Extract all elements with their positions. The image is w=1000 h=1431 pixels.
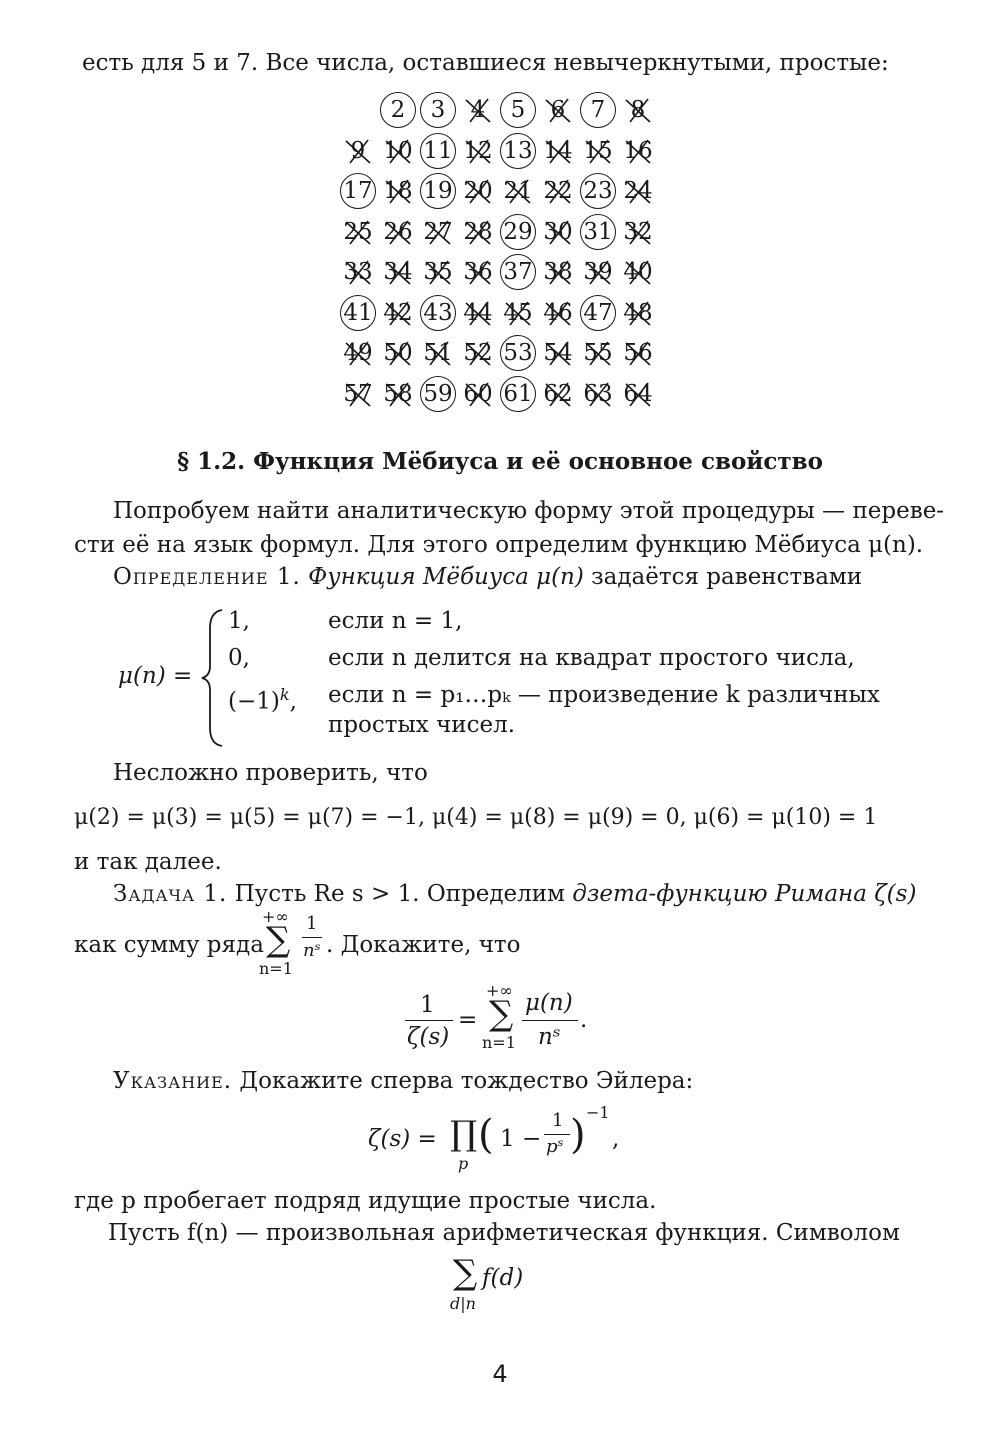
sieve-number-3: 3 — [418, 90, 458, 130]
sieve-number-34: 34 — [378, 252, 418, 292]
problem-label: Задача 1. — [113, 881, 228, 907]
sieve-number-9: 9 — [338, 131, 378, 171]
case-3-base: (−1) — [228, 688, 280, 715]
strike-mark — [458, 171, 498, 211]
strike-mark — [338, 252, 378, 292]
strike-mark — [458, 90, 498, 130]
paragraph-line-1: Попробуем найти аналитическую форму этой процедуры — переве- — [113, 498, 945, 524]
problem-line-1 — [113, 879, 916, 909]
strike-mark — [338, 212, 378, 252]
strike-mark — [538, 333, 578, 373]
eq-lhs-num: 1 — [420, 992, 435, 1018]
sieve-number-53: 53 — [498, 333, 538, 373]
definition-text: задаётся равенствами — [591, 564, 863, 590]
sieve-number-42: 42 — [378, 293, 418, 333]
euler-frac-den: pˢ — [546, 1136, 564, 1157]
sieve-number-40: 40 — [618, 252, 658, 292]
case-2-value: 0, — [228, 645, 250, 671]
sieve-number-15: 15 — [578, 131, 618, 171]
sieve-number-46: 46 — [538, 293, 578, 333]
sieve-number-64: 64 — [618, 374, 658, 414]
sieve-number-36: 36 — [458, 252, 498, 292]
sieve-number-37: 37 — [498, 252, 538, 292]
case-3-comma: , — [289, 688, 297, 715]
strike-mark — [378, 131, 418, 171]
strike-mark — [578, 131, 618, 171]
divisor-sum-sigma: ∑ — [453, 1253, 478, 1293]
series-bottom-limit: n=1 — [259, 959, 293, 978]
divisor-sum-index: d|n — [450, 1294, 476, 1313]
eq-dot: . — [580, 1007, 588, 1033]
definition-heading — [113, 562, 862, 592]
euler-comma: , — [612, 1126, 620, 1152]
sieve-number-25: 25 — [338, 212, 378, 252]
strike-mark — [538, 131, 578, 171]
strike-mark — [378, 171, 418, 211]
problem-text-b: как сумму ряда — [74, 932, 264, 958]
eq-rhs-num: μ(n) — [525, 990, 573, 1016]
definition-label: Определение 1. — [113, 564, 301, 590]
case-2-condition: если n делится на квадрат простого числа, — [328, 645, 855, 671]
strike-mark — [378, 333, 418, 373]
problem-text-a: Пусть Re s > 1. Определим — [234, 881, 565, 907]
cases-brace — [200, 608, 226, 748]
sieve-number-8: 8 — [618, 90, 658, 130]
sieve-number-50: 50 — [378, 333, 418, 373]
strike-mark — [458, 333, 498, 373]
strike-mark — [338, 374, 378, 414]
sieve-number-18: 18 — [378, 171, 418, 211]
problem-zeta-term: дзета-функцию Римана ζ(s) — [572, 881, 917, 907]
sieve-number-63: 63 — [578, 374, 618, 414]
series-top-limit: +∞ — [262, 907, 289, 926]
series-frac-bar — [302, 937, 322, 938]
strike-mark — [578, 333, 618, 373]
strike-mark — [538, 293, 578, 333]
sieve-number-51: 51 — [418, 333, 458, 373]
sieve-number-19: 19 — [418, 171, 458, 211]
strike-mark — [538, 252, 578, 292]
eq-equals: = — [458, 1007, 478, 1033]
sieve-number-45: 45 — [498, 293, 538, 333]
sieve-number-41: 41 — [338, 293, 378, 333]
sieve-number-57: 57 — [338, 374, 378, 414]
case-1-value: 1, — [228, 608, 250, 634]
case-1-condition: если n = 1, — [328, 608, 463, 634]
series-sigma: ∑ — [266, 920, 291, 960]
sieve-number-47: 47 — [578, 293, 618, 333]
strike-mark — [418, 333, 458, 373]
strike-mark — [378, 293, 418, 333]
strike-mark — [538, 171, 578, 211]
euler-exponent: −1 — [586, 1103, 610, 1122]
sieve-number-49: 49 — [338, 333, 378, 373]
sieve-number-31: 31 — [578, 212, 618, 252]
sieve-number-4: 4 — [458, 90, 498, 130]
last-line: Пусть f(n) — произвольная арифметическая функция. Символом — [108, 1220, 900, 1246]
sieve-number-7: 7 — [578, 90, 618, 130]
sieve-number-48: 48 — [618, 293, 658, 333]
sieve-number-12: 12 — [458, 131, 498, 171]
sieve-number-55: 55 — [578, 333, 618, 373]
mobius-lhs: μ(n) = — [118, 663, 193, 689]
euler-paren-close: ) — [570, 1112, 586, 1158]
paragraph-line-2: сти её на язык формул. Для этого определим функцию Мёбиуса μ(n). — [74, 532, 924, 558]
strike-mark — [618, 293, 658, 333]
strike-mark — [618, 333, 658, 373]
sieve-number-14: 14 — [538, 131, 578, 171]
strike-mark — [498, 293, 538, 333]
strike-mark — [458, 212, 498, 252]
strike-mark — [378, 212, 418, 252]
intro-line: есть для 5 и 7. Все числа, оставшиеся невычеркнутыми, простые: — [82, 50, 889, 76]
sieve-number-23: 23 — [578, 171, 618, 211]
case-3-condition-cont: простых чисел. — [328, 712, 516, 738]
strike-mark — [618, 212, 658, 252]
mobius-values: μ(2) = μ(3) = μ(5) = μ(7) = −1, μ(4) = μ(8) = μ(9) = 0, μ(6) = μ(10) = 1 — [74, 805, 878, 830]
hint-label: Указание. — [113, 1068, 233, 1094]
where-line: где p пробегает подряд идущие простые числа. — [74, 1188, 657, 1214]
strike-mark — [458, 293, 498, 333]
sieve-number-24: 24 — [618, 171, 658, 211]
case-3-value — [228, 680, 297, 717]
sieve-number-33: 33 — [338, 252, 378, 292]
strike-mark — [378, 252, 418, 292]
eq-sum-bottom: n=1 — [482, 1033, 516, 1052]
sieve-number-32: 32 — [618, 212, 658, 252]
strike-mark — [538, 90, 578, 130]
strike-mark — [378, 374, 418, 414]
sieve-number-44: 44 — [458, 293, 498, 333]
strike-mark — [538, 212, 578, 252]
strike-mark — [618, 90, 658, 130]
euler-one-minus: 1 − — [500, 1126, 542, 1152]
series-frac-num: 1 — [306, 913, 318, 934]
sieve-number-27: 27 — [418, 212, 458, 252]
section-title: § 1.2. Функция Мёбиуса и её основное свойство — [177, 448, 823, 475]
strike-mark — [498, 171, 538, 211]
sieve-number-35: 35 — [418, 252, 458, 292]
sieve-number-16: 16 — [618, 131, 658, 171]
strike-mark — [338, 333, 378, 373]
sieve-number-60: 60 — [458, 374, 498, 414]
sieve-number-43: 43 — [418, 293, 458, 333]
hint-line — [113, 1066, 693, 1096]
sieve-number-26: 26 — [378, 212, 418, 252]
sieve-number-54: 54 — [538, 333, 578, 373]
sieve-number-28: 28 — [458, 212, 498, 252]
strike-mark — [458, 252, 498, 292]
sieve-number-13: 13 — [498, 131, 538, 171]
sieve-number-6: 6 — [538, 90, 578, 130]
euler-product: ∏ — [450, 1114, 478, 1154]
eq-rhs-den: nˢ — [538, 1024, 561, 1050]
eq-sigma: ∑ — [489, 994, 514, 1034]
eratosthenes-sieve — [338, 90, 658, 420]
case-3-condition: если n = p₁…pₖ — произведение k различных — [328, 682, 880, 708]
strike-mark — [418, 212, 458, 252]
definition-term: Функция Мёбиуса μ(n) — [308, 564, 584, 590]
page-number: 4 — [492, 1360, 508, 1388]
sieve-number-59: 59 — [418, 374, 458, 414]
sieve-number-22: 22 — [538, 171, 578, 211]
strike-mark — [618, 374, 658, 414]
strike-mark — [338, 131, 378, 171]
divisor-sum-body: f(d) — [482, 1265, 524, 1291]
hint-text: Докажите сперва тождество Эйлера: — [239, 1068, 694, 1094]
euler-paren-open: ( — [478, 1112, 494, 1158]
strike-mark — [578, 374, 618, 414]
sieve-number-21: 21 — [498, 171, 538, 211]
sieve-number-61: 61 — [498, 374, 538, 414]
sieve-number-56: 56 — [618, 333, 658, 373]
sieve-number-58: 58 — [378, 374, 418, 414]
problem-text-c: . Докажите, что — [326, 932, 521, 958]
strike-mark — [458, 374, 498, 414]
strike-mark — [618, 252, 658, 292]
strike-mark — [618, 171, 658, 211]
case-3-exponent: k — [279, 685, 290, 704]
series-frac-den: nˢ — [303, 940, 321, 961]
check-line: Несложно проверить, что — [113, 760, 428, 786]
sieve-number-20: 20 — [458, 171, 498, 211]
eq-sum-top: +∞ — [486, 981, 513, 1000]
strike-mark — [538, 374, 578, 414]
sieve-number-2: 2 — [378, 90, 418, 130]
sieve-number-39: 39 — [578, 252, 618, 292]
strike-mark — [578, 252, 618, 292]
euler-frac-num: 1 — [552, 1110, 564, 1131]
strike-mark — [458, 131, 498, 171]
sieve-number-30: 30 — [538, 212, 578, 252]
sieve-number-10: 10 — [378, 131, 418, 171]
euler-product-index: p — [458, 1154, 469, 1173]
sieve-number-52: 52 — [458, 333, 498, 373]
sieve-number-11: 11 — [418, 131, 458, 171]
eq-lhs-den: ζ(s) — [407, 1024, 450, 1050]
sieve-number-17: 17 — [338, 171, 378, 211]
sieve-number-5: 5 — [498, 90, 538, 130]
sieve-number-38: 38 — [538, 252, 578, 292]
sieve-number-29: 29 — [498, 212, 538, 252]
and-so-on: и так далее. — [74, 849, 222, 875]
strike-mark — [618, 131, 658, 171]
sieve-number-62: 62 — [538, 374, 578, 414]
euler-lhs: ζ(s) = — [368, 1126, 437, 1152]
strike-mark — [418, 252, 458, 292]
